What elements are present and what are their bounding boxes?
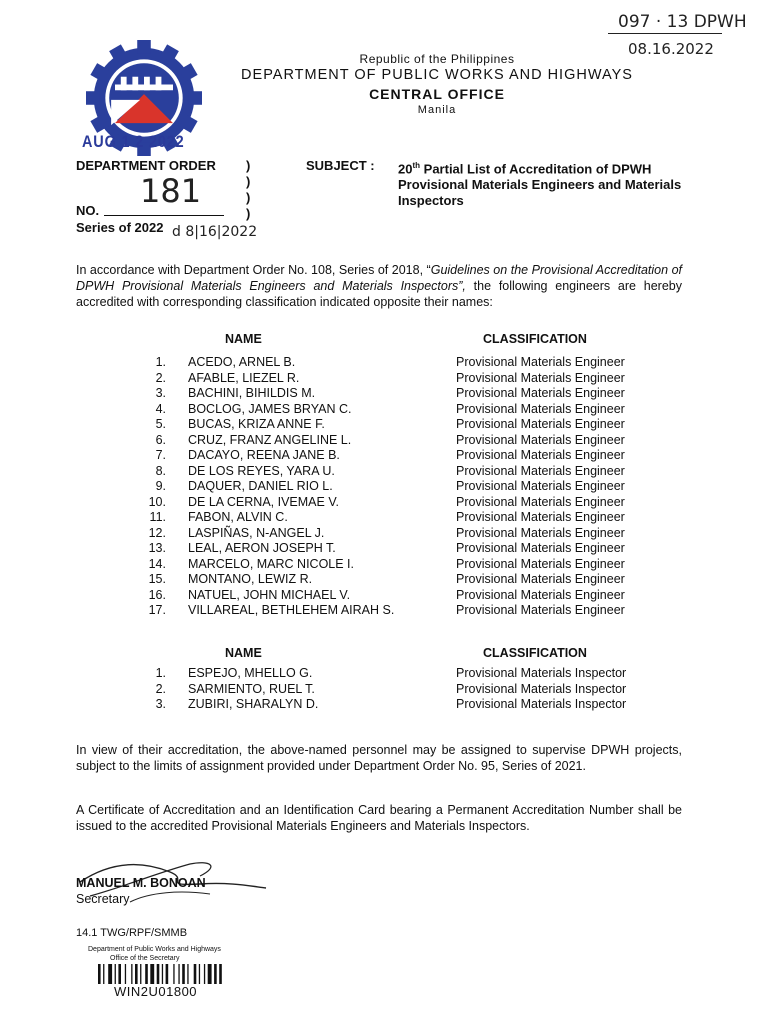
list-item-name: BOCLOG, JAMES BRYAN C.	[188, 401, 352, 416]
intro-text-before: In accordance with Department Order No. 108, Series of 2018, “	[76, 263, 431, 277]
intro-paragraph	[76, 262, 682, 310]
header-city: Manila	[417, 104, 457, 116]
list-item-number: 5.	[155, 417, 166, 431]
list-item-name: LASPIÑAS, N-ANGEL J.	[188, 525, 325, 540]
list-item-name: VILLAREAL, BETHLEHEM AIRAH S.	[188, 603, 395, 617]
intro-text-italic: Guidelines on the Provisional Accreditation of DPWH Provisional Materials Engineers and Materials Inspectors”,	[76, 263, 682, 293]
list-item-name: DACAYO, REENA JANE B.	[188, 448, 340, 462]
signatory-title: Secretary	[76, 892, 130, 906]
list-item-number: 9.	[155, 479, 166, 493]
list-item	[148, 402, 648, 418]
list-item-number: 16.	[148, 587, 166, 602]
list-item-number: 10.	[148, 494, 166, 509]
paren: )	[246, 174, 251, 189]
subject-ordinal-suffix: th	[412, 161, 421, 170]
paren: )	[246, 158, 251, 173]
barcode-number: WIN2U01800	[114, 984, 198, 999]
intro-text-after: the following engineers are hereby accredited with corresponding classification indicated opposite their names:	[76, 279, 682, 309]
list-item	[148, 417, 648, 433]
list-item	[148, 682, 648, 698]
list-item-number: 15.	[148, 572, 166, 586]
list-item-classification: Provisional Materials Engineer	[456, 448, 625, 462]
list-item-number: 7.	[155, 448, 166, 462]
list-item-number: 1.	[155, 355, 166, 369]
list-item-classification: Provisional Materials Engineer	[456, 386, 625, 400]
list-item-number: 3.	[155, 697, 166, 711]
list-item-number: 17.	[148, 603, 166, 617]
receiving-office-line2: Office of the Secretary	[110, 955, 180, 962]
list-item	[148, 371, 648, 387]
order-number-line	[104, 215, 224, 216]
list-item	[148, 448, 648, 464]
table2-header-name: NAME	[225, 646, 262, 660]
list-item	[148, 541, 648, 557]
list-item	[148, 479, 648, 495]
list-item-classification: Provisional Materials Inspector	[456, 681, 627, 696]
reference-initials: 14.1 TWG/RPF/SMMB	[76, 927, 188, 939]
list-item-name: AFABLE, LIEZEL R.	[188, 370, 300, 385]
list-item-number: 11.	[149, 510, 166, 524]
list-item	[148, 510, 648, 526]
subject-label: SUBJECT :	[306, 158, 375, 173]
list-item	[148, 495, 648, 511]
list-item-name: ZUBIRI, SHARALYN D.	[188, 697, 319, 711]
list-item	[148, 355, 648, 371]
paren: )	[246, 206, 251, 221]
list-item-classification: Provisional Materials Engineer	[456, 417, 625, 431]
list-item-classification: Provisional Materials Engineer	[456, 541, 625, 555]
subject-ordinal: 20	[398, 161, 413, 177]
list-item-number: 4.	[155, 401, 166, 416]
list-item-name: ESPEJO, MHELLO G.	[188, 666, 313, 680]
list-item-classification: Provisional Materials Inspector	[456, 666, 627, 680]
list-item-number: 8.	[155, 463, 166, 478]
list-item	[148, 666, 648, 682]
list-item-name: LEAL, AERON JOSEPH T.	[188, 541, 336, 555]
list-item-classification: Provisional Materials Engineer	[456, 432, 625, 447]
subject-body: Partial List of Accreditation of DPWH Provisional Materials Engineers and Materials Inspectors	[398, 161, 682, 209]
list-item	[148, 464, 648, 480]
list-item	[148, 603, 648, 619]
list-item-classification: Provisional Materials Engineer	[456, 510, 625, 524]
header-republic: Republic of the Philippines	[359, 52, 515, 66]
barcode-icon	[98, 964, 230, 984]
received-date-stamp: AUG 1 2 2022	[82, 132, 185, 151]
list-item-classification: Provisional Materials Inspector	[456, 697, 627, 711]
list-item-classification: Provisional Materials Engineer	[456, 525, 625, 540]
list-item	[148, 433, 648, 449]
list-item-name: DE LOS REYES, YARA U.	[188, 463, 335, 478]
list-item-name: BUCAS, KRIZA ANNE F.	[188, 417, 325, 431]
list-item-number: 13.	[148, 541, 166, 555]
list-item-name: MONTANO, LEWIZ R.	[188, 572, 313, 586]
header-office: CENTRAL OFFICE	[369, 86, 505, 102]
list-item-classification: Provisional Materials Engineer	[456, 556, 625, 571]
order-series: Series of 2022	[76, 220, 164, 235]
list-item-classification: Provisional Materials Engineer	[456, 603, 625, 617]
list-item-number: 2.	[155, 370, 166, 385]
order-title: DEPARTMENT ORDER	[76, 158, 216, 173]
handwritten-date-top: 08.16.2022	[628, 40, 714, 58]
list-item-classification: Provisional Materials Engineer	[456, 494, 625, 509]
list-item-classification: Provisional Materials Engineer	[456, 355, 625, 369]
list-item-number: 1.	[155, 666, 166, 680]
handwritten-date-bottom: d 8|16|2022	[172, 224, 258, 240]
table1-header-classification: CLASSIFICATION	[483, 332, 587, 346]
signatory-name: MANUEL M. BONOAN	[76, 876, 206, 890]
list-item-name: FABON, ALVIN C.	[188, 510, 288, 524]
list-item-number: 12.	[148, 525, 166, 540]
list-item-number: 6.	[155, 432, 166, 447]
header-department: DEPARTMENT OF PUBLIC WORKS AND HIGHWAYS	[241, 67, 633, 83]
list-item-classification: Provisional Materials Engineer	[456, 587, 625, 602]
handwritten-reference: 097 · 13 DPWH	[618, 12, 747, 32]
list-item-classification: Provisional Materials Engineer	[456, 479, 625, 493]
engineers-list	[148, 355, 648, 619]
list-item-name: ACEDO, ARNEL B.	[188, 355, 296, 369]
list-item-number: 2.	[155, 681, 166, 696]
list-item-name: CRUZ, FRANZ ANGELINE L.	[188, 432, 352, 447]
table1-header-name: NAME	[225, 332, 262, 346]
assignment-paragraph: In view of their accreditation, the above-named personnel may be assigned to supervise DPWH projects, subject to the limits of assignment provided under Department Order No. 95, Series of 2021.	[76, 743, 682, 773]
list-item	[148, 557, 648, 573]
list-item-classification: Provisional Materials Engineer	[456, 370, 625, 385]
list-item-number: 14.	[148, 556, 166, 571]
list-item	[148, 588, 648, 604]
list-item-classification: Provisional Materials Engineer	[456, 572, 625, 586]
order-number-handwritten: 181	[140, 172, 202, 210]
paren: )	[246, 190, 251, 205]
list-item	[148, 572, 648, 588]
handwritten-underline	[608, 33, 722, 34]
inspectors-list	[148, 666, 648, 713]
list-item	[148, 526, 648, 542]
list-item	[148, 697, 648, 713]
list-item-name: MARCELO, MARC NICOLE I.	[188, 556, 354, 571]
certificate-paragraph: A Certificate of Accreditation and an Identification Card bearing a Permanent Accreditation Number shall be issued to the accredited Provisional Materials Engineers and Materials Inspectors.	[76, 803, 682, 833]
list-item-classification: Provisional Materials Engineer	[456, 401, 625, 416]
list-item-name: BACHINI, BIHILDIS M.	[188, 386, 316, 400]
list-item-classification: Provisional Materials Engineer	[456, 463, 625, 478]
list-item-name: SARMIENTO, RUEL T.	[188, 681, 315, 696]
list-item-name: NATUEL, JOHN MICHAEL V.	[188, 587, 351, 602]
subject-text	[398, 158, 698, 209]
list-item-name: DE LA CERNA, IVEMAE V.	[188, 494, 339, 509]
table2-header-classification: CLASSIFICATION	[483, 646, 587, 660]
receiving-office-line1: Department of Public Works and Highways	[88, 946, 221, 953]
list-item-number: 3.	[155, 386, 166, 400]
list-item-name: DAQUER, DANIEL RIO L.	[188, 479, 333, 493]
order-no-label: NO.	[76, 203, 100, 218]
list-item	[148, 386, 648, 402]
